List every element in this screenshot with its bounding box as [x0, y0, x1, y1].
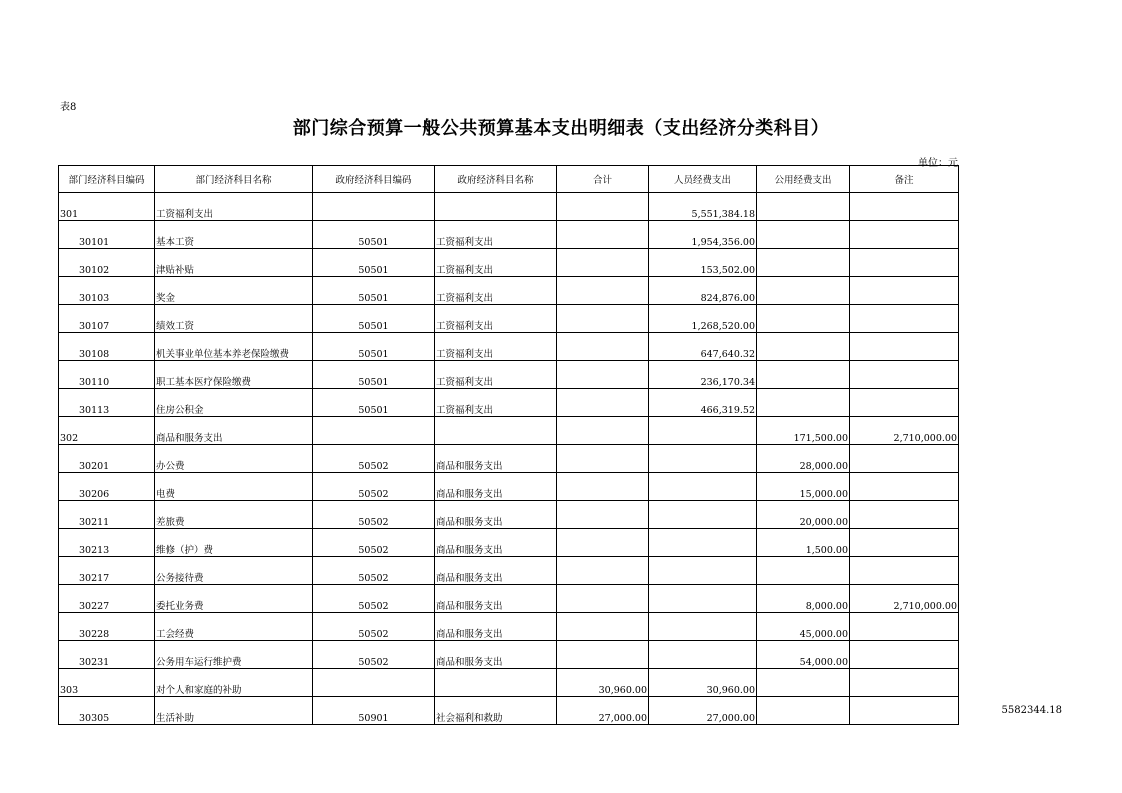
- cell-gov-code: 50502: [313, 473, 435, 501]
- cell-public: [757, 305, 850, 333]
- cell-dept-code: 30231: [59, 641, 155, 669]
- cell-gov-name: 工资福利支出: [435, 389, 557, 417]
- cell-dept-code: 30103: [59, 277, 155, 305]
- cell-total: [557, 277, 649, 305]
- cell-personnel: [649, 473, 757, 501]
- cell-gov-code: 50501: [313, 305, 435, 333]
- cell-public: [757, 361, 850, 389]
- cell-dept-code: 302: [59, 417, 155, 445]
- cell-dept-name: 奖金: [155, 277, 313, 305]
- cell-gov-name: [435, 669, 557, 697]
- unit-label: 单位：元: [918, 158, 958, 169]
- cell-dept-code: 30101: [59, 221, 155, 249]
- cell-public: 28,000.00: [757, 445, 850, 473]
- table-row: [59, 613, 959, 641]
- cell-personnel: 30,960.00: [649, 669, 757, 697]
- cell-total: [557, 585, 649, 613]
- cell-gov-name: 工资福利支出: [435, 221, 557, 249]
- cell-dept-code: 30107: [59, 305, 155, 333]
- header-personnel: 人员经费支出: [649, 166, 757, 193]
- table-row: [59, 417, 959, 445]
- cell-gov-name: 工资福利支出: [435, 361, 557, 389]
- header-gov-code: 政府经济科目编码: [313, 166, 435, 193]
- cell-dept-name: 职工基本医疗保险缴费: [155, 361, 313, 389]
- cell-public: 15,000.00: [757, 473, 850, 501]
- cell-total: [557, 501, 649, 529]
- cell-gov-name: 工资福利支出: [435, 333, 557, 361]
- cell-note: [850, 641, 959, 669]
- table-row: [59, 305, 959, 333]
- cell-dept-code: 30206: [59, 473, 155, 501]
- cell-note: [850, 445, 959, 473]
- cell-dept-code: 30228: [59, 613, 155, 641]
- cell-dept-code: 30211: [59, 501, 155, 529]
- cell-total: [557, 193, 649, 221]
- cell-dept-code: 30102: [59, 249, 155, 277]
- cell-gov-code: 50502: [313, 641, 435, 669]
- header-public: 公用经费支出: [757, 166, 850, 193]
- table-number: 表8: [60, 102, 77, 113]
- cell-personnel: 466,319.52: [649, 389, 757, 417]
- cell-dept-name: 对个人和家庭的补助: [155, 669, 313, 697]
- cell-personnel: 1,268,520.00: [649, 305, 757, 333]
- cell-public: [757, 669, 850, 697]
- cell-note: [850, 613, 959, 641]
- cell-personnel: 27,000.00: [649, 697, 757, 725]
- cell-gov-code: 50501: [313, 277, 435, 305]
- cell-note: [850, 221, 959, 249]
- cell-personnel: [649, 501, 757, 529]
- cell-dept-code: 303: [59, 669, 155, 697]
- cell-gov-code: 50501: [313, 333, 435, 361]
- cell-dept-name: 津贴补贴: [155, 249, 313, 277]
- cell-dept-name: 差旅费: [155, 501, 313, 529]
- cell-public: [757, 557, 850, 585]
- cell-note: [850, 305, 959, 333]
- table-row: [59, 473, 959, 501]
- cell-public: 20,000.00: [757, 501, 850, 529]
- cell-public: 45,000.00: [757, 613, 850, 641]
- cell-public: [757, 333, 850, 361]
- cell-gov-name: 商品和服务支出: [435, 557, 557, 585]
- cell-dept-name: 生活补助: [155, 697, 313, 725]
- cell-note: [850, 361, 959, 389]
- cell-note: [850, 697, 959, 725]
- cell-public: 171,500.00: [757, 417, 850, 445]
- cell-note: 2,710,000.00: [850, 585, 959, 613]
- cell-note: [850, 333, 959, 361]
- cell-dept-name: 电费: [155, 473, 313, 501]
- cell-dept-name: 公务接待费: [155, 557, 313, 585]
- cell-dept-code: 30201: [59, 445, 155, 473]
- table-row: [59, 249, 959, 277]
- table-row: [59, 361, 959, 389]
- cell-gov-name: 工资福利支出: [435, 249, 557, 277]
- cell-gov-code: 50502: [313, 557, 435, 585]
- cell-personnel: 1,954,356.00: [649, 221, 757, 249]
- table-row: [59, 193, 959, 221]
- cell-note: 2,710,000.00: [850, 417, 959, 445]
- cell-personnel: [649, 641, 757, 669]
- cell-personnel: 153,502.00: [649, 249, 757, 277]
- cell-dept-name: 公务用车运行维护费: [155, 641, 313, 669]
- cell-public: 8,000.00: [757, 585, 850, 613]
- cell-dept-name: 维修（护）费: [155, 529, 313, 557]
- table-row: [59, 697, 959, 725]
- cell-personnel: 236,170.34: [649, 361, 757, 389]
- cell-gov-code: [313, 417, 435, 445]
- cell-dept-name: 工会经费: [155, 613, 313, 641]
- cell-total: [557, 305, 649, 333]
- table-row: [59, 669, 959, 697]
- cell-note: [850, 249, 959, 277]
- cell-gov-name: [435, 417, 557, 445]
- cell-public: 54,000.00: [757, 641, 850, 669]
- cell-gov-name: 商品和服务支出: [435, 529, 557, 557]
- table-row: [59, 445, 959, 473]
- cell-note: [850, 501, 959, 529]
- cell-public: [757, 249, 850, 277]
- header-dept-code: 部门经济科目编码: [59, 166, 155, 193]
- cell-gov-name: 工资福利支出: [435, 305, 557, 333]
- cell-total: [557, 417, 649, 445]
- cell-gov-code: 50501: [313, 389, 435, 417]
- table-row: [59, 557, 959, 585]
- cell-dept-code: 30110: [59, 361, 155, 389]
- cell-gov-code: 50501: [313, 221, 435, 249]
- cell-total: [557, 557, 649, 585]
- cell-note: [850, 389, 959, 417]
- table-row: [59, 501, 959, 529]
- cell-total: [557, 221, 649, 249]
- cell-gov-name: 商品和服务支出: [435, 641, 557, 669]
- table-row: [59, 333, 959, 361]
- cell-note: [850, 277, 959, 305]
- cell-gov-code: 50901: [313, 697, 435, 725]
- table-row: [59, 641, 959, 669]
- cell-personnel: [649, 585, 757, 613]
- cell-gov-name: 商品和服务支出: [435, 613, 557, 641]
- cell-total: [557, 389, 649, 417]
- cell-gov-name: 工资福利支出: [435, 277, 557, 305]
- cell-gov-name: 商品和服务支出: [435, 585, 557, 613]
- cell-gov-name: [435, 193, 557, 221]
- cell-gov-code: [313, 669, 435, 697]
- cell-dept-name: 办公费: [155, 445, 313, 473]
- cell-personnel: [649, 557, 757, 585]
- cell-total: 27,000.00: [557, 697, 649, 725]
- cell-note: [850, 669, 959, 697]
- budget-table: [58, 165, 959, 725]
- cell-gov-code: 50501: [313, 249, 435, 277]
- cell-dept-code: 30227: [59, 585, 155, 613]
- table-row: [59, 389, 959, 417]
- cell-dept-name: 基本工资: [155, 221, 313, 249]
- header-gov-name: 政府经济科目名称: [435, 166, 557, 193]
- cell-total: [557, 613, 649, 641]
- cell-public: 1,500.00: [757, 529, 850, 557]
- table-row: [59, 221, 959, 249]
- cell-gov-code: 50502: [313, 501, 435, 529]
- cell-gov-name: 社会福利和救助: [435, 697, 557, 725]
- header-row: [59, 166, 959, 193]
- cell-total: [557, 529, 649, 557]
- cell-public: [757, 277, 850, 305]
- cell-public: [757, 193, 850, 221]
- cell-total: [557, 333, 649, 361]
- cell-total: [557, 445, 649, 473]
- header-dept-name: 部门经济科目名称: [155, 166, 313, 193]
- cell-dept-name: 工资福利支出: [155, 193, 313, 221]
- cell-total: [557, 249, 649, 277]
- table-row: [59, 585, 959, 613]
- cell-dept-name: 商品和服务支出: [155, 417, 313, 445]
- cell-dept-name: 委托业务费: [155, 585, 313, 613]
- cell-dept-name: 住房公积金: [155, 389, 313, 417]
- table-row: [59, 277, 959, 305]
- cell-dept-name: 机关事业单位基本养老保险缴费: [155, 333, 313, 361]
- cell-dept-code: 30305: [59, 697, 155, 725]
- cell-dept-name: 绩效工资: [155, 305, 313, 333]
- cell-public: [757, 697, 850, 725]
- cell-gov-name: 商品和服务支出: [435, 501, 557, 529]
- cell-note: [850, 529, 959, 557]
- cell-gov-code: [313, 193, 435, 221]
- cell-dept-code: 30113: [59, 389, 155, 417]
- cell-gov-code: 50502: [313, 613, 435, 641]
- cell-personnel: [649, 613, 757, 641]
- cell-personnel: 824,876.00: [649, 277, 757, 305]
- cell-dept-code: 30108: [59, 333, 155, 361]
- cell-gov-code: 50502: [313, 529, 435, 557]
- cell-total: [557, 641, 649, 669]
- cell-total: [557, 361, 649, 389]
- cell-note: [850, 557, 959, 585]
- cell-total: 30,960.00: [557, 669, 649, 697]
- cell-total: [557, 473, 649, 501]
- cell-gov-name: 商品和服务支出: [435, 473, 557, 501]
- cell-gov-code: 50502: [313, 445, 435, 473]
- header-total: 合计: [557, 166, 649, 193]
- side-total: 5582344.18: [1001, 705, 1062, 716]
- page-title: 部门综合预算一般公共预算基本支出明细表（支出经济分类科目）: [292, 118, 830, 139]
- cell-personnel: 5,551,384.18: [649, 193, 757, 221]
- cell-gov-code: 50501: [313, 361, 435, 389]
- cell-personnel: [649, 417, 757, 445]
- cell-note: [850, 193, 959, 221]
- cell-dept-code: 30213: [59, 529, 155, 557]
- cell-personnel: [649, 529, 757, 557]
- table-body: [59, 193, 959, 725]
- cell-note: [850, 473, 959, 501]
- cell-public: [757, 389, 850, 417]
- table-row: [59, 529, 959, 557]
- cell-gov-code: 50502: [313, 585, 435, 613]
- cell-personnel: 647,640.32: [649, 333, 757, 361]
- cell-personnel: [649, 445, 757, 473]
- header-note: 备注: [850, 166, 959, 193]
- cell-public: [757, 221, 850, 249]
- cell-dept-code: 30217: [59, 557, 155, 585]
- cell-dept-code: 301: [59, 193, 155, 221]
- cell-gov-name: 商品和服务支出: [435, 445, 557, 473]
